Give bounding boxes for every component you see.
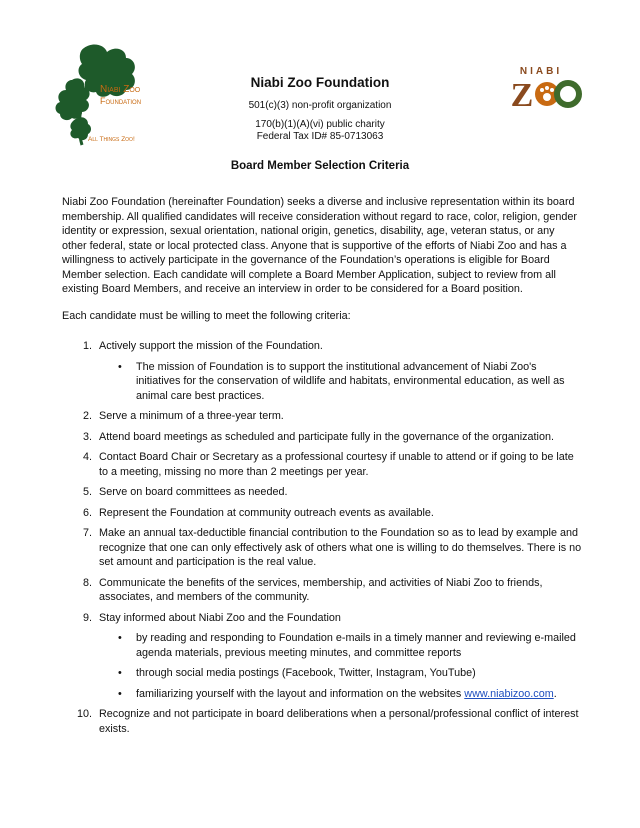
sub-item: • The mission of Foundation is to support the institutional advancement of Niabi Zoo's initiatives for the conservation of wildlife and habitats, environmental education, as well as animal care best practices. xyxy=(118,360,565,402)
criteria-item: 7. Make an annual tax-deductible financial contribution to the Foundation so as to lead by example and recognize that one can only effectively ask of others what one is willing to do themselves. There is no set amount and participation is the real value. xyxy=(82,527,582,568)
criteria-sublist xyxy=(99,631,582,701)
niabi-zoo-logo xyxy=(500,64,582,112)
website-link[interactable]: www.niabizoo.com xyxy=(464,687,554,700)
criteria-text: Attend board meetings as scheduled and participate fully in the governance of the organization. xyxy=(99,430,554,443)
sub-item: • through social media postings (Facebook, Twitter, Instagram, YouTube) xyxy=(118,667,476,679)
document-title: Board Member Selection Criteria xyxy=(230,160,410,172)
logo-line1: Niabi Zoo xyxy=(100,84,141,95)
criteria-text: Make an annual tax-deductible financial contribution to the Foundation so as to lead by example and recognize that one can only effectively ask of others what one is willing to do themselves. There is no set amount and participation is the real value. xyxy=(99,527,582,568)
criteria-text: Actively support the mission of the Foundation. xyxy=(99,340,323,352)
criteria-text: Communicate the benefits of the services, membership, and activities of Niabi Zoo to friends, associates, and members of the community. xyxy=(99,576,543,603)
intro-paragraph: Niabi Zoo Foundation (hereinafter Foundation) seeks a diverse and inclusive representation within its board membership. All qualified candidates will receive consideration without regard to race, color, religion, gender identity or expression, sexual orientation, national origin, genetics, disability, age, veteran status, or any other federal, state or local protected class. Anyone that is supportive of the efforts of Niabi Zoo and has a willingness to actively participate in the governance of the Foundation’s operations is eligible for Board Member selection. Each candidate will complete a Board Member Application, subject to review from all existing Board Members, and receive an interview in order to be considered for a Board position. xyxy=(62,196,577,295)
criteria-item: 3. Attend board meetings as scheduled and participate fully in the governance of the organization. xyxy=(82,430,554,443)
criteria-list xyxy=(62,339,582,742)
criteria-text: Represent the Foundation at community outreach events as available. xyxy=(99,506,434,519)
sub-item: • familiarizing yourself with the layout and information on the websites www.niabizoo.com. xyxy=(118,687,557,700)
criteria-item: 6. Represent the Foundation at community outreach events as available. xyxy=(82,506,434,519)
criteria-text: Serve on board committees as needed. xyxy=(99,486,288,498)
criteria-text: Recognize and not participate in board deliberations when a personal/professional conflict of interest exists. xyxy=(99,708,579,735)
logo-z-letter: Z xyxy=(510,77,534,112)
org-tax-id: Federal Tax ID# 85-0713063 xyxy=(256,131,384,142)
criteria-item: 9. Stay informed about Niabi Zoo and the Foundation • by reading and responding to Foundation e-mails in a timely manner and reviewing e-mailed agenda materials, previous meeting minutes, and committee reports • through social media postings (Facebook, Twitter, Instagram, YouTube) • familiarizing yourself with the layout and information on the websites www.niabizoo.com. xyxy=(62,611,582,702)
criteria-item: 10. Recognize and not participate in board deliberations when a personal/professional conflict of interest exists. xyxy=(76,708,579,735)
criteria-item: 8. Communicate the benefits of the services, membership, and activities of Niabi Zoo to friends, associates, and members of the community. xyxy=(82,576,543,603)
sub-item: • by reading and responding to Foundation e-mails in a timely manner and reviewing e-mailed agenda materials, previous meeting minutes, and committee reports xyxy=(118,632,576,659)
criteria-sublist xyxy=(99,360,582,404)
bullet-icon: • xyxy=(118,360,122,373)
bullet-icon: • xyxy=(118,632,122,644)
criteria-item: 1. Actively support the mission of the Foundation. • The mission of Foundation is to support the institutional advancement of Niabi Zoo's initiatives for the conservation of wildlife and habitats, environmental education, as well as animal care best practices. xyxy=(62,339,582,403)
foundation-logo xyxy=(52,40,162,152)
org-charity-line: 170(b)(1)(A)(vi) public charity xyxy=(255,119,385,130)
criteria-text: Stay informed about Niabi Zoo and the Foundation xyxy=(99,611,341,624)
bullet-icon: • xyxy=(118,667,122,679)
criteria-item: 5. Serve on board committees as needed. xyxy=(82,486,288,498)
logo-niabi-text: NIABI xyxy=(519,66,563,77)
criteria-lead: Each candidate must be willing to meet the following criteria: xyxy=(62,310,351,322)
criteria-item: 4. Contact Board Chair or Secretary as a professional courtesy if unable to attend or if going to be late to a meeting, missing no more than 2 meetings per year. xyxy=(82,451,574,478)
logo-tagline: All Things Zoo! xyxy=(88,136,135,143)
logo-o-letter xyxy=(557,83,579,105)
bullet-icon: • xyxy=(118,687,122,700)
criteria-text: Contact Board Chair or Secretary as a professional courtesy if unable to attend or if going to be late to a meeting, missing no more than 2 meetings per year. xyxy=(99,451,574,478)
org-title: Niabi Zoo Foundation xyxy=(250,75,390,90)
logo-line2: Foundation xyxy=(100,96,142,106)
criteria-item: 2. Serve a minimum of a three-year term. xyxy=(82,410,284,422)
org-status-line: 501(c)(3) non-profit organization xyxy=(248,100,392,111)
criteria-text: Serve a minimum of a three-year term. xyxy=(99,410,284,422)
